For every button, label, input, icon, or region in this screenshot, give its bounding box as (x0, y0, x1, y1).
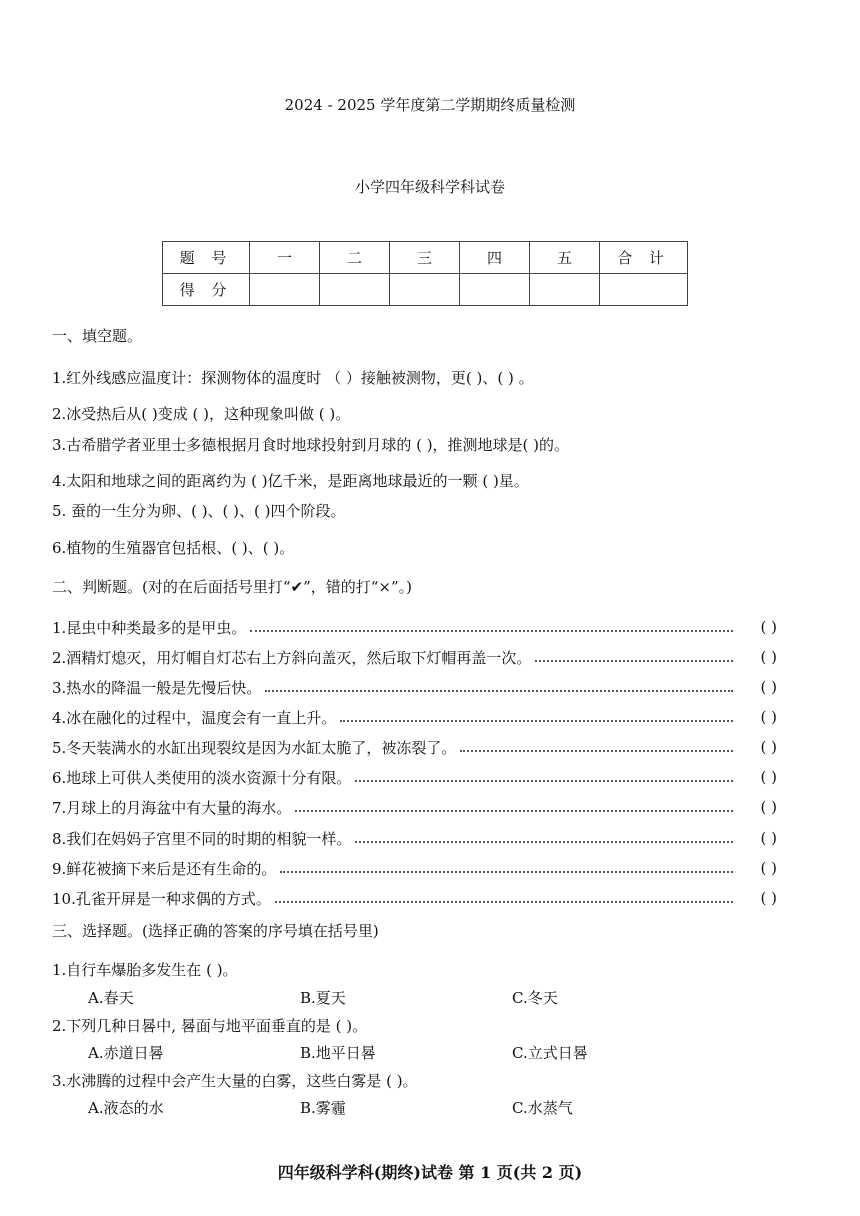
score-table-score-row (163, 274, 688, 306)
score-table (162, 241, 688, 306)
answer-parentheses[interactable]: ( ) (760, 618, 777, 636)
judge-question-7 (52, 796, 777, 818)
judge-question-6 (52, 766, 777, 788)
fill-question-4: 4.太阳和地球之间的距离约为 ( )亿千米，是距离地球最近的一颗 ( )星。 (52, 472, 529, 490)
leader-dots (355, 840, 733, 843)
choice-option-b[interactable]: B.地平日晷 (300, 1044, 376, 1062)
judge-question-8 (52, 827, 777, 849)
leader-dots (460, 749, 733, 752)
section3-heading: 三、选择题。(选择正确的答案的序号填在括号里) (52, 922, 379, 940)
score-cell-2[interactable] (320, 274, 390, 306)
choice-option-c[interactable]: C.立式日晷 (512, 1044, 588, 1062)
answer-parentheses[interactable]: ( ) (760, 829, 777, 847)
fill-question-3: 3.古希腊学者亚里士多德根据月食时地球投射到月球的 ( )，推测地球是( )的。 (52, 436, 570, 454)
score-table-header-row (163, 242, 688, 274)
section1-heading: 一、填空题。 (52, 327, 143, 345)
leader-dots (280, 870, 733, 873)
score-table-col-2: 二 (320, 242, 390, 274)
answer-parentheses[interactable]: ( ) (760, 859, 777, 877)
judge-question-text: 3.热水的降温一般是先慢后快。 (52, 678, 262, 697)
score-cell-4[interactable] (460, 274, 530, 306)
choice-question-1: 1.自行车爆胎多发生在 ( )。 (52, 961, 238, 979)
choice-option-a[interactable]: A.液态的水 (88, 1099, 164, 1117)
judge-question-text: 2.酒精灯熄灭，用灯帽自灯芯右上方斜向盖灭，然后取下灯帽再盖一次。 (52, 648, 532, 667)
judge-question-9 (52, 857, 777, 879)
judge-question-text: 5.冬天装满水的水缸出现裂纹是因为水缸太脆了，被冻裂了。 (52, 738, 457, 757)
score-cell-1[interactable] (250, 274, 320, 306)
judge-question-5 (52, 736, 777, 758)
judge-question-text: 4.冰在融化的过程中，温度会有一直上升。 (52, 708, 337, 727)
choice-option-b[interactable]: B.夏天 (300, 989, 346, 1007)
judge-question-10 (52, 887, 777, 909)
score-table-score-label: 得 分 (163, 274, 250, 306)
section2-heading: 二、判断题。(对的在后面括号里打“✔”，错的打“×”。) (52, 578, 413, 596)
choice-option-c[interactable]: C.水蒸气 (512, 1099, 573, 1117)
fill-question-5: 5. 蚕的一生分为卵、( )、( )、( )四个阶段。 (52, 502, 346, 520)
judge-question-2 (52, 646, 777, 668)
exam-title: 2024 - 2025 学年度第二学期期终质量检测 (284, 96, 576, 114)
score-table-col-3: 三 (390, 242, 460, 274)
score-cell-3[interactable] (390, 274, 460, 306)
leader-dots (295, 809, 733, 812)
answer-parentheses[interactable]: ( ) (760, 678, 777, 696)
leader-dots (340, 719, 733, 722)
choice-option-b[interactable]: B.雾霾 (300, 1099, 346, 1117)
answer-parentheses[interactable]: ( ) (760, 889, 777, 907)
leader-dots (250, 629, 733, 632)
score-cell-5[interactable] (530, 274, 600, 306)
judge-question-1 (52, 616, 777, 638)
leader-dots (275, 900, 733, 903)
judge-question-text: 8.我们在妈妈子宫里不同的时期的相貌一样。 (52, 829, 352, 848)
answer-parentheses[interactable]: ( ) (760, 708, 777, 726)
score-table-col-4: 四 (460, 242, 530, 274)
leader-dots (535, 659, 733, 662)
judge-question-text: 10.孔雀开屏是一种求偶的方式。 (52, 889, 271, 908)
answer-parentheses[interactable]: ( ) (760, 648, 777, 666)
judge-question-text: 7.月球上的月海盆中有大量的海水。 (52, 798, 292, 817)
answer-parentheses[interactable]: ( ) (760, 738, 777, 756)
score-cell-total[interactable] (600, 274, 688, 306)
fill-question-2: 2.冰受热后从( )变成 ( )，这种现象叫做 ( )。 (52, 405, 351, 423)
exam-subtitle: 小学四年级科学科试卷 (354, 178, 505, 196)
score-table-row-head: 题 号 (163, 242, 250, 274)
fill-question-6: 6.植物的生殖器官包括根、( )、( )。 (52, 539, 295, 557)
leader-dots (265, 689, 733, 692)
score-table-total: 合 计 (600, 242, 688, 274)
choice-option-c[interactable]: C.冬天 (512, 989, 558, 1007)
score-table-col-1: 一 (250, 242, 320, 274)
answer-parentheses[interactable]: ( ) (760, 768, 777, 786)
judge-question-text: 1.昆虫中种类最多的是甲虫。 (52, 618, 247, 637)
score-table-col-5: 五 (530, 242, 600, 274)
choice-option-a[interactable]: A.赤道日晷 (88, 1044, 164, 1062)
fill-question-1: 1.红外线感应温度计：探测物体的温度时 （ ）接触被测物，更( )、( ) 。 (52, 369, 534, 387)
choice-question-2: 2.下列几种日晷中, 晷面与地平面垂直的是 ( )。 (52, 1017, 368, 1035)
choice-question-3: 3.水沸腾的过程中会产生大量的白雾，这些白雾是 ( )。 (52, 1072, 418, 1090)
judge-question-text: 6.地球上可供人类使用的淡水资源十分有限。 (52, 768, 352, 787)
judge-question-3 (52, 676, 777, 698)
page-footer: 四年级科学科(期终)试卷 第 1 页(共 2 页) (277, 1163, 583, 1182)
judge-question-text: 9.鲜花被摘下来后是还有生命的。 (52, 859, 277, 878)
leader-dots (355, 779, 733, 782)
answer-parentheses[interactable]: ( ) (760, 798, 777, 816)
choice-option-a[interactable]: A.春天 (88, 989, 134, 1007)
judge-question-4 (52, 706, 777, 728)
